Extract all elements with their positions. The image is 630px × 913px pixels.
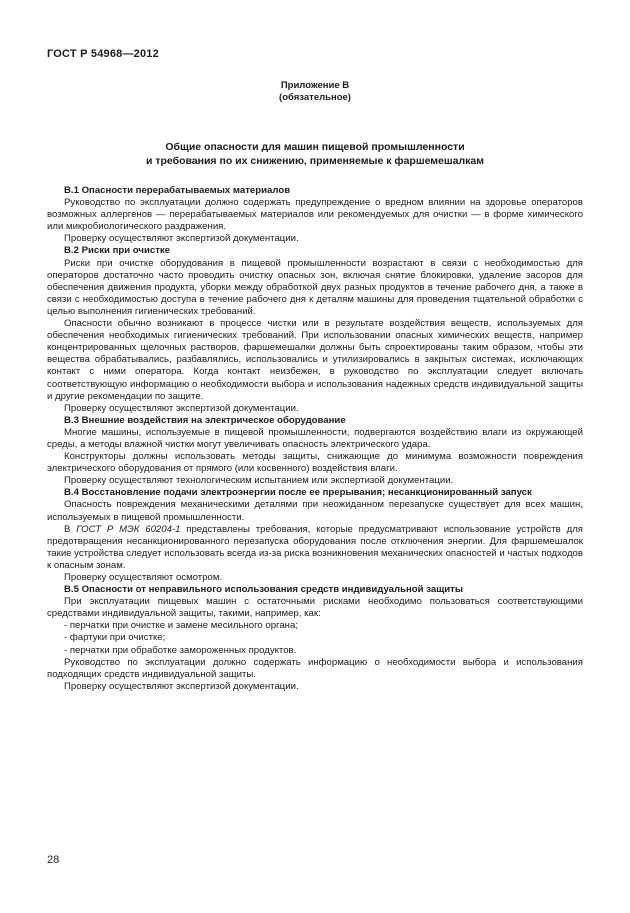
appendix-block xyxy=(47,80,583,104)
appendix-label: Приложение В xyxy=(280,80,350,91)
paragraph: Руководство по эксплуатации должно содержать предупреждение о вредном влиянии на здоровье операторов возможных аллергенов — перерабатываемых материалов или рекомендуемых для очистки — в форме химического или микробиологического раздражения. xyxy=(47,197,583,233)
paragraph: Опасность повреждения механическими деталями при неожиданном перезапуске существует для всех машин, используемых в пищевой промышленности. xyxy=(47,499,583,523)
section-heading: В.3 Внешние воздействия на электрическое оборудование xyxy=(64,414,346,426)
section-heading: В.4 Восстановление подачи электроэнергии после ее прерывания; несанкционированный запуск xyxy=(64,487,532,499)
paragraph xyxy=(47,524,583,572)
page-number: 28 xyxy=(47,854,60,866)
paragraph: Опасности обычно возникают в процессе чистки или в результате воздействия веществ, используемых для обеспечения необходимых гигиенических требований. При использовании опасных химических веществ, например концентрированных щелочных растворов, фаршемешалки должны быть спроектированы таким образом, чтобы эти вещества обрабатывались, разбавлялись, использовались и утилизировались в закрытых системах, исключающих контакт с ними оператора. Когда контакт неизбежен, в руководство по эксплуатации следует включать соответствующую информацию о необходимости выбора и использования надежных средств индивидуальной защиты и другие рекомендации по защите. xyxy=(47,318,583,402)
document-body xyxy=(47,185,583,693)
standard-reference: ГОСТ Р МЭК 60204-1 xyxy=(76,523,181,535)
paragraph: Многие машины, используемые в пищевой промышленности, подвергаются воздействию влаги из окружающей среды, а методы влажной чистки могут увеличивать опасность электрического удара. xyxy=(47,426,583,450)
paragraph-text: В xyxy=(64,523,77,535)
paragraph: - перчатки при обработке замороженных продуктов. xyxy=(64,644,297,656)
paragraph: Проверку осуществляют осмотром. xyxy=(64,572,223,583)
paragraph: Проверку осуществляют экспертизой документации. xyxy=(64,402,299,414)
paragraph: Проверку осуществляют технологическим испытанием или экспертизой документации. xyxy=(64,475,454,487)
section-heading: В.1 Опасности перерабатываемых материалов xyxy=(64,185,291,196)
paragraph: - фартуки при очистке; xyxy=(64,632,166,644)
document-code: ГОСТ Р 54968—2012 xyxy=(47,48,159,60)
paragraph: Проверку осуществляют экспертизой документации. xyxy=(64,233,299,245)
paragraph: Риски при очистке оборудования в пищевой промышленности возрастают в связи с необходимостью для операторов достаточно часто проводить очистку опасных зон, включая снятие блокировки, удаление засоров для обеспечения движения продукта, уборки между обработкой двух разных продуктов в течение рабочего дня, а также в связи с необходимостью доступа в течение рабочего дня к деталям машины для проведения тщательной обработки с целью выполнения гигиенических требований. xyxy=(47,257,583,317)
paragraph: - перчатки при очистке и замене месильного органа; xyxy=(64,620,298,632)
paragraph: Проверку осуществляют экспертизой документации. xyxy=(64,680,299,692)
paragraph: Руководство по эксплуатации должно содержать информацию о необходимости выбора и использования подходящих средств индивидуальной защиты. xyxy=(47,656,583,680)
paragraph: Конструкторы должны использовать методы защиты, снижающие до минимума возможности повреждения электрического оборудования от прямого (или косвенного) воздействия влаги. xyxy=(47,451,583,475)
section-heading: В.2 Риски при очистке xyxy=(64,245,171,257)
document-title xyxy=(47,141,583,168)
title-line-2: и требования по их снижению, применяемые к фаршемешалкам xyxy=(145,154,485,167)
section-heading: В.5 Опасности от неправильного использования средств индивидуальной защиты xyxy=(64,584,464,596)
paragraph: При эксплуатации пищевых машин с остаточными рисками необходимо пользоваться соответствующими средствами индивидуальной защиты, такими, например, как: xyxy=(47,596,583,620)
paragraph-text: представлены требования, которые предусматривают использование устройств для предотвращения несанкционированного перезапуска оборудования после отключения энергии. Для фаршемешалок такие устройства следует использовать всегда из-за риска возникновения механических опасностей и частых подходов к опасным зонам. xyxy=(47,523,583,571)
appendix-type: (обязательное) xyxy=(279,92,351,103)
title-line-1: Общие опасности для машин пищевой промышленности xyxy=(165,141,465,153)
